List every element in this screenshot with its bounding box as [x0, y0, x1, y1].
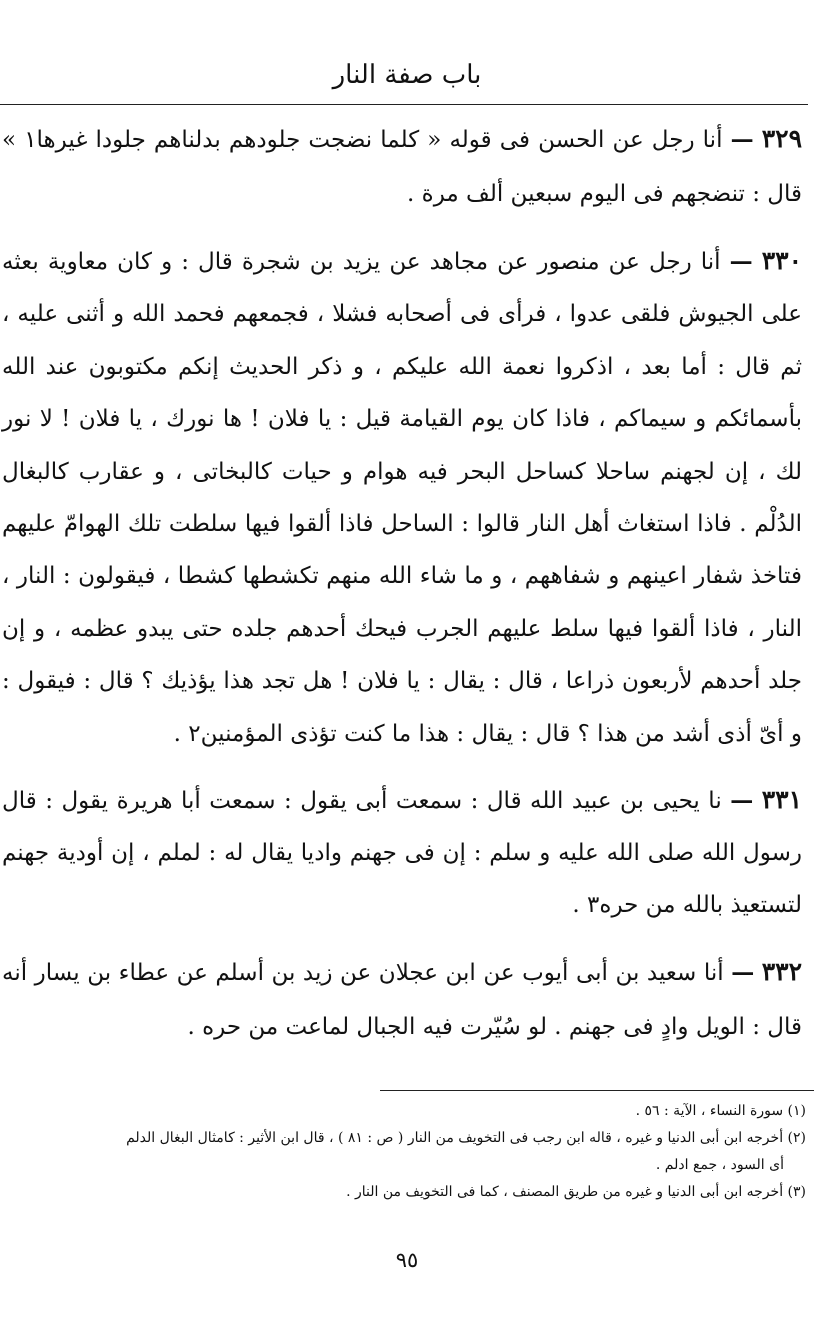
entry-text: أنا رجل عن منصور عن مجاهد عن يزيد بن شجرة قال : و كان معاوية بعثه على الجيوش فلقى عدوا ، فرأى فى أصحابه فشلا ، فجمعهم فحمد الله و أثنى عليه ، ثم قال : أما بعد ، اذكروا نعمة الله عليكم ، و ذكر الحديث إنكم مكتوبون عند الله بأسمائكم و سيماكم ، فاذا كان يوم القيامة قيل : يا فلان ! ها نورك ، يا فلان ! لا نور لك ، إن لجهنم ساحلا كساحل البحر فيه هوام و حيات كالبخاتى ، و عقارب كالبغال الدُلْم . فاذا استغاث أهل النار قالوا : الساحل فاذا ألقوا فيها سلطت تلك الهوامّ عليهم فتاخذ شفار اعينهم و شفاههم ، و ما شاء الله منهم تكشطها كشطا ، فيقولون : النار ، النار ، فاذا ألقوا فيها سلط عليهم الجرب فيحك أحدهم جلده حتى يبدو عظمه ، و إن جلد أحدهم لأربعون ذراعا ، قال : يقال : يا فلان ! هل تجد هذا يؤذيك ؟ قال : فيقول : و أىّ أذى أشد من هذا ؟ قال : يقال : هذا ما كنت تؤذى المؤمنين٢ . — [2, 249, 802, 747]
entry-number: ٣٣٢ — [761, 957, 803, 987]
entry-text: نا يحيى بن عبيد الله قال : سمعت أبى يقول : سمعت أبا هريرة يقول : قال رسول الله صلى الله عليه و سلم : إن فى جهنم واديا يقال له : لملم ، إن أودية جهنم لتستعيذ بالله من حره٣ . — [2, 788, 802, 919]
entry-number: ٣٣١ — [761, 785, 803, 815]
header-divider — [0, 104, 808, 105]
entry-text: أنا سعيد بن أبى أيوب عن ابن عجلان عن زيد بن أسلم عن عطاء بن يسار أنه قال : الويل وادٍ فى جهنم . لو سُيّرت فيه الجبال لماعت من حره . — [2, 960, 802, 1040]
entry-number: ٣٣٠ — [761, 246, 803, 275]
entry-331 — [2, 774, 802, 931]
footnote-2: (٢) أخرجه ابن أبى الدنيا و غيره ، قاله ابن رجب فى التخويف من النار ( ص : ٨١ ) ، قال ابن الأثير : كامثال البغال الدلم — [126, 1130, 806, 1146]
entry-dash: — — [729, 248, 753, 275]
entry-330 — [2, 235, 802, 760]
entry-332 — [2, 945, 802, 1054]
footnote-3: (٣) أخرجه ابن أبى الدنيا و غيره من طريق المصنف ، كما فى التخويف من النار . — [346, 1184, 806, 1200]
page-title: باب صفة النار — [332, 60, 482, 90]
footnote-1: (١) سورة النساء ، الآية : ٥٦ . — [635, 1103, 806, 1119]
page-number: ٩٥ — [395, 1248, 419, 1272]
footnote-divider — [380, 1090, 814, 1091]
entry-329 — [2, 112, 802, 221]
entry-number: ٣٢٩ — [761, 124, 803, 153]
main-text — [2, 112, 802, 1068]
entry-dash: — — [730, 126, 754, 153]
footnote-2-continuation: أى السود ، جمع ادلم . — [655, 1157, 784, 1173]
entry-dash: — — [731, 959, 755, 987]
entry-text: أنا رجل عن الحسن فى قوله « كلما نضجت جلودهم بدلناهم جلودا غيرها١ » قال : تنضجهم فى اليوم سبعين ألف مرة . — [2, 127, 802, 207]
entry-dash: — — [730, 787, 754, 815]
footnotes — [6, 1098, 806, 1206]
